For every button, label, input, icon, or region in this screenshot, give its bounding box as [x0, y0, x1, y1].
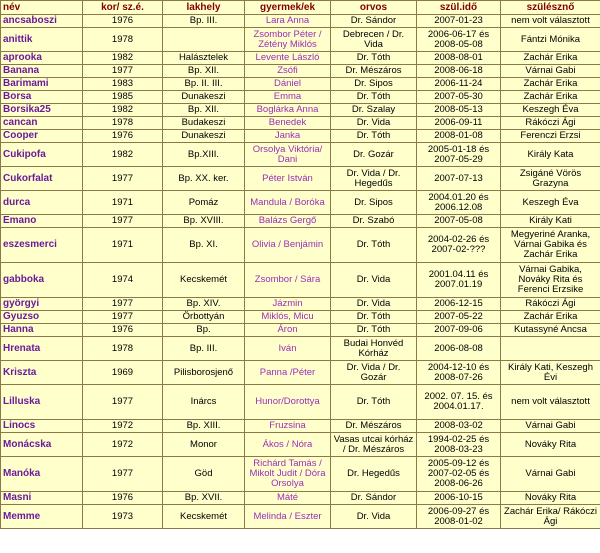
cell-place: Pomáz [163, 191, 245, 215]
cell-place: Kecskemét [163, 505, 245, 529]
cell-doctor: Dr. Tóth [331, 91, 417, 104]
cell-birth: 2006-10-15 [417, 492, 501, 505]
cell-place: Bp. XVIII. [163, 215, 245, 228]
cell-name: Linocs [1, 420, 83, 433]
header-birth: szül.idő [417, 1, 501, 15]
table-row [1, 191, 600, 215]
cell-place: Bp. XIV. [163, 298, 245, 311]
cell-kids: Benedek [245, 117, 331, 130]
cell-doctor: Dr. Tóth [331, 385, 417, 420]
cell-age: 1976 [83, 324, 163, 337]
table-row [1, 263, 600, 298]
cell-doctor: Dr. Tóth [331, 130, 417, 143]
cell-midwife: Zachár Erika [501, 52, 600, 65]
table-row [1, 324, 600, 337]
cell-birth: 2008-05-13 [417, 104, 501, 117]
cell-place [163, 28, 245, 52]
cell-midwife: Zachár Erika/ Rákóczi Ági [501, 505, 600, 529]
cell-birth: 2004.01.20 és 2006.12.08 [417, 191, 501, 215]
cell-name: Masni [1, 492, 83, 505]
cell-kids: Dániel [245, 78, 331, 91]
cell-midwife: Keszegh Éva [501, 191, 600, 215]
cell-kids: Levente László [245, 52, 331, 65]
cell-birth: 2006-06-17 és 2008-05-08 [417, 28, 501, 52]
cell-age: 1969 [83, 361, 163, 385]
cell-name: Memme [1, 505, 83, 529]
cell-age: 1977 [83, 385, 163, 420]
cell-name: ancsaboszi [1, 15, 83, 28]
cell-kids: Iván [245, 337, 331, 361]
table-body [1, 15, 600, 529]
cell-midwife: Fántzi Mónika [501, 28, 600, 52]
table-row [1, 457, 600, 492]
cell-doctor: Dr. Tóth [331, 311, 417, 324]
table-row [1, 505, 600, 529]
cell-birth: 2004-12-10 és 2008-07-26 [417, 361, 501, 385]
cell-age: 1982 [83, 104, 163, 117]
table-row [1, 167, 600, 191]
table-row [1, 78, 600, 91]
cell-place: Bp. XII. [163, 104, 245, 117]
cell-age: 1978 [83, 117, 163, 130]
cell-kids: Máté [245, 492, 331, 505]
cell-place: Pilisborosjenő [163, 361, 245, 385]
cell-doctor: Dr. Mészáros [331, 420, 417, 433]
cell-birth: 2006-12-15 [417, 298, 501, 311]
cell-name: Kriszta [1, 361, 83, 385]
cell-kids: Miklós, Micu [245, 311, 331, 324]
cell-kids: Melinda / Eszter [245, 505, 331, 529]
table-row [1, 52, 600, 65]
cell-midwife: Ferenczi Erzsi [501, 130, 600, 143]
cell-birth: 2008-06-18 [417, 65, 501, 78]
cell-kids: Mandula / Boróka [245, 191, 331, 215]
header-place: lakhely [163, 1, 245, 15]
cell-kids: Zsombor / Sára [245, 263, 331, 298]
cell-age: 1976 [83, 130, 163, 143]
cell-place: Budakeszi [163, 117, 245, 130]
cell-midwife: Várnai Gabi [501, 420, 600, 433]
cell-name: Hanna [1, 324, 83, 337]
cell-name: Gyuzso [1, 311, 83, 324]
cell-birth: 2006-11-24 [417, 78, 501, 91]
cell-age: 1982 [83, 143, 163, 167]
table-row [1, 385, 600, 420]
cell-age: 1977 [83, 311, 163, 324]
cell-birth: 2007-09-06 [417, 324, 501, 337]
cell-age: 1974 [83, 263, 163, 298]
cell-place: Monor [163, 433, 245, 457]
header-age: kor/ sz.é. [83, 1, 163, 15]
cell-midwife: Rákóczi Ági [501, 117, 600, 130]
table-row [1, 337, 600, 361]
cell-age: 1976 [83, 15, 163, 28]
cell-birth: 2007-05-30 [417, 91, 501, 104]
cell-kids: Zsombor Péter / Zétény Miklós [245, 28, 331, 52]
table-row [1, 91, 600, 104]
table-row [1, 15, 600, 28]
cell-midwife: Nováky Rita [501, 433, 600, 457]
cell-kids: Fruzsina [245, 420, 331, 433]
table-row [1, 228, 600, 263]
table-row [1, 298, 600, 311]
cell-doctor: Dr. Tóth [331, 228, 417, 263]
cell-kids: Zsófi [245, 65, 331, 78]
cell-place: Bp. [163, 324, 245, 337]
cell-age: 1973 [83, 505, 163, 529]
cell-doctor: Dr. Vida [331, 298, 417, 311]
cell-name: eszesmerci [1, 228, 83, 263]
cell-midwife: Zachár Erika [501, 78, 600, 91]
cell-kids: Emma [245, 91, 331, 104]
cell-midwife: Zachár Erika [501, 91, 600, 104]
cell-birth: 2006-09-27 és 2008-01-02 [417, 505, 501, 529]
table-row [1, 117, 600, 130]
table-row [1, 130, 600, 143]
cell-name: györgyi [1, 298, 83, 311]
cell-birth: 2001.04.11 és 2007.01.19 [417, 263, 501, 298]
cell-doctor: Dr. Hegedűs [331, 457, 417, 492]
cell-name: durca [1, 191, 83, 215]
cell-doctor: Dr. Vida [331, 117, 417, 130]
cell-birth: 1994-02-25 és 2008-03-23 [417, 433, 501, 457]
cell-birth: 2006-09-11 [417, 117, 501, 130]
cell-doctor: Dr. Sipos [331, 191, 417, 215]
cell-doctor: Dr. Vida [331, 505, 417, 529]
cell-midwife: Zsigáné Vörös Grazyna [501, 167, 600, 191]
cell-birth: 2008-01-08 [417, 130, 501, 143]
cell-place: Bp. XVII. [163, 492, 245, 505]
cell-place: Göd [163, 457, 245, 492]
cell-age: 1977 [83, 167, 163, 191]
cell-place: Bp. III. [163, 337, 245, 361]
table-row [1, 433, 600, 457]
cell-name: gabboka [1, 263, 83, 298]
table-row [1, 28, 600, 52]
cell-age: 1977 [83, 65, 163, 78]
cell-name: Lilluska [1, 385, 83, 420]
cell-place: Bp. XX. ker. [163, 167, 245, 191]
cell-midwife: nem volt választott [501, 385, 600, 420]
cell-name: Hrenata [1, 337, 83, 361]
cell-birth: 2005-01-18 és 2007-05-29 [417, 143, 501, 167]
cell-place: Kecskemét [163, 263, 245, 298]
cell-midwife: Nováky Rita [501, 492, 600, 505]
table-row [1, 420, 600, 433]
table-row [1, 492, 600, 505]
cell-doctor: Dr. Gozár [331, 143, 417, 167]
cell-name: Borsika25 [1, 104, 83, 117]
cell-place: Dunakeszi [163, 91, 245, 104]
cell-name: Cukipofa [1, 143, 83, 167]
table-row [1, 361, 600, 385]
cell-midwife: Várnai Gabi [501, 65, 600, 78]
cell-kids: Boglárka Anna [245, 104, 331, 117]
table-row [1, 65, 600, 78]
cell-name: Borsa [1, 91, 83, 104]
header-kids: gyermek/ek [245, 1, 331, 15]
cell-birth: 2007-01-23 [417, 15, 501, 28]
cell-midwife: nem volt választott [501, 15, 600, 28]
table-row [1, 215, 600, 228]
cell-name: Cukorfalat [1, 167, 83, 191]
cell-kids: Lara Anna [245, 15, 331, 28]
cell-name: cancan [1, 117, 83, 130]
cell-birth: 2007-05-22 [417, 311, 501, 324]
cell-midwife: Várnai Gabi [501, 457, 600, 492]
cell-place: Örbottyán [163, 311, 245, 324]
table-row [1, 311, 600, 324]
cell-midwife: Keszegh Éva [501, 104, 600, 117]
cell-doctor: Dr. Szabó [331, 215, 417, 228]
cell-kids: Richárd Tamás / Mikolt Judit / Dóra Orsolya [245, 457, 331, 492]
cell-doctor: Dr. Vida / Dr. Gozár [331, 361, 417, 385]
cell-birth: 2008-03-02 [417, 420, 501, 433]
cell-doctor: Debrecen / Dr. Vida [331, 28, 417, 52]
cell-doctor: Dr. Szalay [331, 104, 417, 117]
cell-name: Emano [1, 215, 83, 228]
cell-kids: Péter István [245, 167, 331, 191]
table-row [1, 104, 600, 117]
cell-name: Banana [1, 65, 83, 78]
cell-birth: 2007-05-08 [417, 215, 501, 228]
header-row [1, 1, 600, 15]
cell-name: aprooka [1, 52, 83, 65]
cell-age: 1978 [83, 337, 163, 361]
cell-midwife: Király Kati [501, 215, 600, 228]
cell-age: 1972 [83, 420, 163, 433]
cell-place: Bp. XIII. [163, 420, 245, 433]
cell-place: Bp.XIII. [163, 143, 245, 167]
cell-age: 1977 [83, 457, 163, 492]
cell-midwife: Zachár Erika [501, 311, 600, 324]
cell-kids: Olivia / Benjámin [245, 228, 331, 263]
cell-kids: Hunor/Dorottya [245, 385, 331, 420]
cell-midwife: Király Kati, Keszegh Évi [501, 361, 600, 385]
cell-midwife: Király Kata [501, 143, 600, 167]
cell-age: 1972 [83, 433, 163, 457]
cell-doctor: Dr. Mészáros [331, 65, 417, 78]
cell-kids: Balázs Gergő [245, 215, 331, 228]
cell-age: 1971 [83, 228, 163, 263]
cell-birth: 2008-08-01 [417, 52, 501, 65]
cell-name: Barimami [1, 78, 83, 91]
cell-kids: Jázmin [245, 298, 331, 311]
cell-midwife [501, 337, 600, 361]
cell-birth: 2006-08-08 [417, 337, 501, 361]
cell-age: 1976 [83, 492, 163, 505]
cell-doctor: Vasas utcai kórház / Dr. Mészáros [331, 433, 417, 457]
cell-place: Dunakeszi [163, 130, 245, 143]
cell-birth: 2002. 07. 15. és 2004.01.17. [417, 385, 501, 420]
cell-birth: 2005-09-12 és 2007-02-05 és 2008-06-26 [417, 457, 501, 492]
cell-name: Monácska [1, 433, 83, 457]
cell-midwife: Várnai Gabika, Nováky Rita és Ferenci Erzsike [501, 263, 600, 298]
cell-age: 1977 [83, 298, 163, 311]
cell-name: anittik [1, 28, 83, 52]
cell-midwife: Rákóczi Ági [501, 298, 600, 311]
cell-age: 1977 [83, 215, 163, 228]
cell-age: 1978 [83, 28, 163, 52]
cell-place: Bp. XI. [163, 228, 245, 263]
cell-birth: 2004-02-26 és 2007-02-??? [417, 228, 501, 263]
cell-doctor: Budai Honvéd Kórház [331, 337, 417, 361]
cell-doctor: Dr. Sipos [331, 78, 417, 91]
cell-kids: Janka [245, 130, 331, 143]
cell-kids: Panna /Péter [245, 361, 331, 385]
cell-kids: Orsolya Viktória/ Dani [245, 143, 331, 167]
cell-midwife: Megyeriné Aranka, Várnai Gabika és Zachár Erika [501, 228, 600, 263]
cell-age: 1985 [83, 91, 163, 104]
cell-age: 1971 [83, 191, 163, 215]
cell-doctor: Dr. Vida [331, 263, 417, 298]
header-doctor: orvos [331, 1, 417, 15]
cell-kids: Áron [245, 324, 331, 337]
cell-name: Manóka [1, 457, 83, 492]
cell-place: Bp. XII. [163, 65, 245, 78]
cell-age: 1982 [83, 52, 163, 65]
cell-place: Inárcs [163, 385, 245, 420]
header-midwife: szülésznő [501, 1, 600, 15]
cell-place: Bp. II. III. [163, 78, 245, 91]
cell-doctor: Dr. Vida / Dr. Hegedűs [331, 167, 417, 191]
cell-place: Bp. III. [163, 15, 245, 28]
cell-midwife: Kutassyné Ancsa [501, 324, 600, 337]
cell-kids: Ákos / Nóra [245, 433, 331, 457]
cell-age: 1983 [83, 78, 163, 91]
cell-doctor: Dr. Sándor [331, 492, 417, 505]
cell-doctor: Dr. Sándor [331, 15, 417, 28]
cell-place: Halásztelek [163, 52, 245, 65]
header-name: név [1, 1, 83, 15]
cell-doctor: Dr. Tóth [331, 324, 417, 337]
cell-birth: 2007-07-13 [417, 167, 501, 191]
table-row [1, 143, 600, 167]
cell-name: Cooper [1, 130, 83, 143]
cell-doctor: Dr. Tóth [331, 52, 417, 65]
